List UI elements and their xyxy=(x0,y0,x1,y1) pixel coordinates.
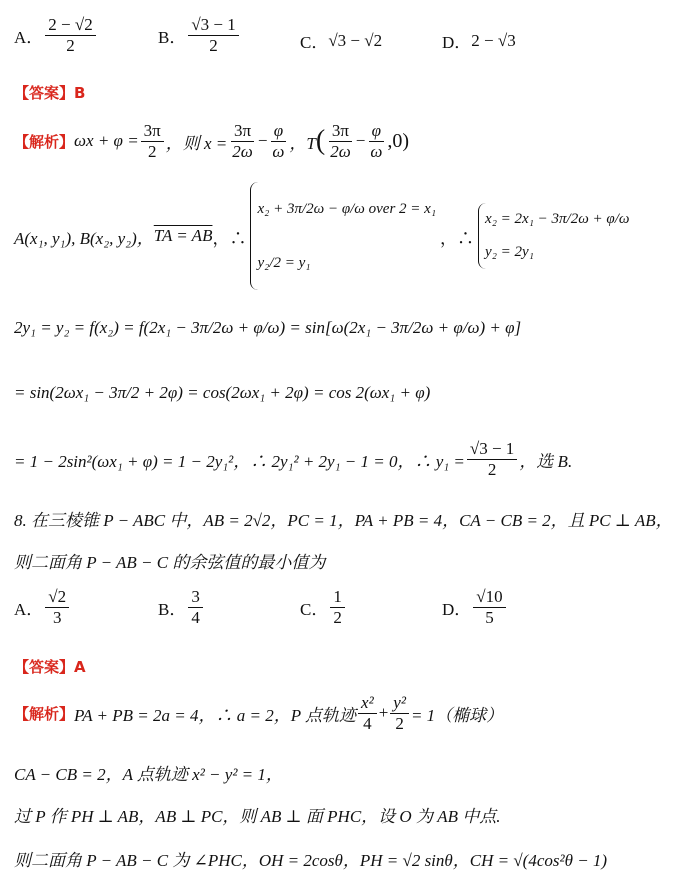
q7-analysis-line3: 2y₁ = y₂ = f(x₂) = f(2x₁ − 3π/2ω + φ/ω) = sin[ω(2x₁ − 3π/2ω + φ/ω) + φ] xyxy=(14,318,522,337)
q8-option-a: A． $\frac{√2}{3}$ xyxy=(14,588,71,627)
q8-answer-tag: 【答案】A xyxy=(14,658,86,676)
q7-option-a: A． $\frac{2 - √2}{2}$ xyxy=(14,16,98,55)
q7-option-b: B． $\frac{√3 - 1}{2}$ xyxy=(158,16,241,55)
q7-option-c: C． √3 − √2 xyxy=(300,30,383,52)
q7-analysis-line5: = 1 − 2sin²(ωx₁ + φ) = 1 − 2y₁²，∴ 2y₁² + 2y₁ − 1 = 0，∴ y₁ = $\frac{√3 - 1}{2}$ ，选 B. xyxy=(14,439,573,479)
q8-stem-line2: 则二面角 P − AB − C 的余弦值的最小值为 xyxy=(14,553,326,572)
q8-analysis-line2: CA − CB = 2，A 点轨迹 x² − y² = 1， xyxy=(14,765,283,784)
q8-analysis-line3: 过 P 作 PH ⊥ AB，AB ⊥ PC，则 AB ⊥ 面 PHC，设 O 为 AB 中点. xyxy=(14,807,501,826)
q8-option-c: C． $\frac{1}{2}$ xyxy=(300,588,347,627)
q8-option-b: B． $\frac{3}{4}$ xyxy=(158,588,205,627)
q7-analysis-line4: = sin(2ωx₁ − 3π/2 + 2φ) = cos(2ωx₁ + 2φ) = cos 2(ωx₁ + φ) xyxy=(14,383,431,402)
q8-option-d: D． $\frac{√10}{5}$ xyxy=(442,588,508,627)
q7-option-d: D． 2 − √3 xyxy=(442,30,516,52)
q8-analysis-line1: 【解析】 PA + PB = 2a = 4，∴ a = 2，P 点轨迹 $\frac{\text{x²}}{4}$ + $\frac{\text{y²}}{2}$ = 1（椭球） xyxy=(14,693,504,733)
q7-analysis-line1: 【解析】 ωx + φ = $\frac{3\pi}{2}$ ，则 x = $\frac{3\pi}{2\omega}$ − $\frac{\varphi}{\omega}$ ，T ( $\frac{3\pi}{2\omega}$ − $\frac{\varphi}{\omega}$ ,0) xyxy=(14,121,410,161)
q7-answer-tag: 【答案】B xyxy=(14,84,86,102)
q8-analysis-line4: 则二面角 P − AB − C 为 ∠PHC，OH = 2cosθ，PH = √2 sinθ，CH = √(4cos²θ − 1) xyxy=(14,851,608,870)
q7-analysis-line2: A(x₁, y₁), B(x₂, y₂)， TA = AB ，∴ x₂ + 3π/2ω − φ/ω over 2 = x₁ y₂/2 = y₁ ，∴ x₂ = 2x₁ − 3π/2ω + φ/ω y₂ = 2y₁ xyxy=(14,180,634,292)
q8-stem-line1: 8. 在三棱锥 P − ABC 中，AB = 2√2，PC = 1，PA + PB = 4，CA − CB = 2，且 PC ⊥ AB， xyxy=(14,511,673,530)
